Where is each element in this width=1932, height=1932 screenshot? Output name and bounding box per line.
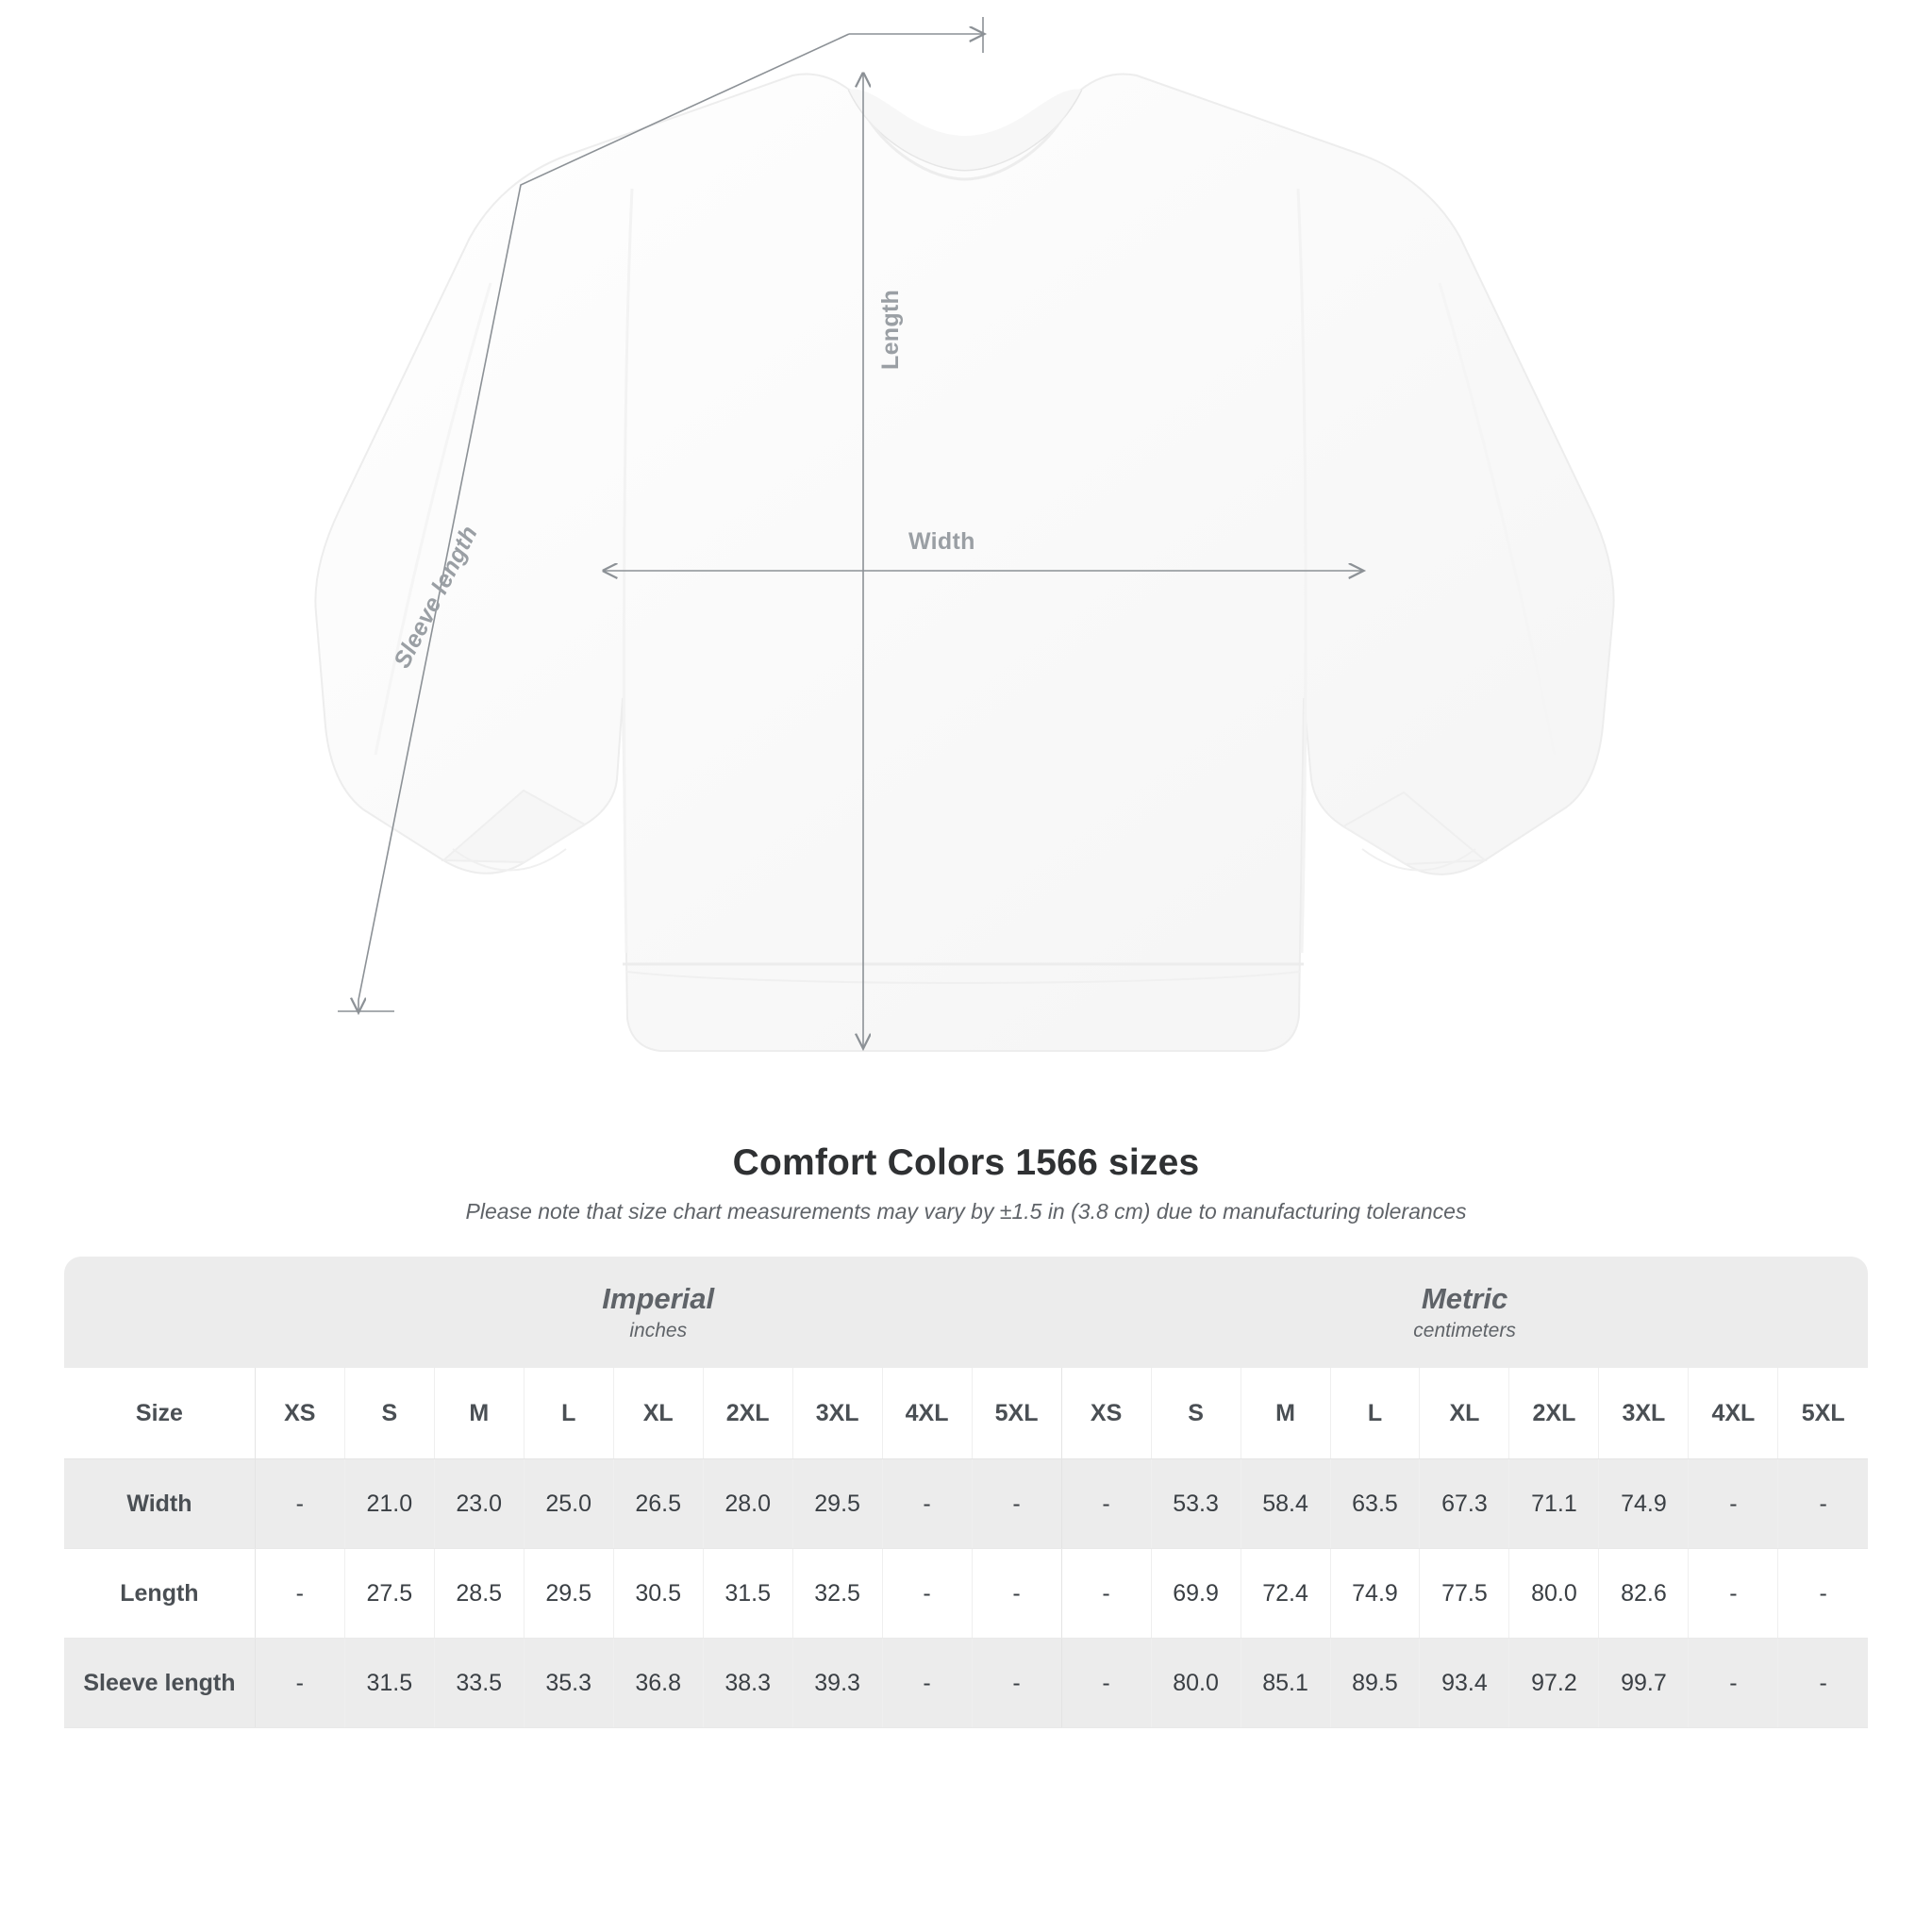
sleeve-length-dimension-label: Sleeve length: [389, 521, 483, 673]
sleeve-metric-xs: -: [1061, 1639, 1151, 1728]
size-header-imperial-5xl: 5XL: [972, 1368, 1061, 1459]
length-imperial-l: 29.5: [524, 1549, 613, 1639]
sleeve-imperial-4xl: -: [882, 1639, 972, 1728]
size-header-metric-5xl: 5XL: [1778, 1368, 1868, 1459]
width-dimension-label: Width: [908, 528, 975, 555]
width-metric-xs: -: [1061, 1459, 1151, 1549]
size-header-metric-xs: XS: [1061, 1368, 1151, 1459]
length-imperial-xs: -: [255, 1549, 344, 1639]
sleeve-imperial-m: 33.5: [434, 1639, 524, 1728]
length-metric-3xl: 82.6: [1599, 1549, 1689, 1639]
sleeve-metric-2xl: 97.2: [1509, 1639, 1599, 1728]
length-metric-s: 69.9: [1151, 1549, 1241, 1639]
length-metric-2xl: 80.0: [1509, 1549, 1599, 1639]
width-imperial-5xl: -: [972, 1459, 1061, 1549]
sleeve-metric-m: 85.1: [1241, 1639, 1330, 1728]
unit-header-row: [64, 1257, 1868, 1368]
sleeve-metric-s: 80.0: [1151, 1639, 1241, 1728]
width-metric-4xl: -: [1689, 1459, 1778, 1549]
size-table-wrapper: [64, 1257, 1868, 1728]
size-header-metric-m: M: [1241, 1368, 1330, 1459]
size-header-imperial-m: M: [434, 1368, 524, 1459]
unit-group-metric: [1061, 1257, 1868, 1368]
length-metric-5xl: -: [1778, 1549, 1868, 1639]
sleeve-metric-xl: 93.4: [1420, 1639, 1509, 1728]
size-header-imperial-l: L: [524, 1368, 613, 1459]
length-imperial-m: 28.5: [434, 1549, 524, 1639]
size-header-imperial-3xl: 3XL: [792, 1368, 882, 1459]
size-header-metric-4xl: 4XL: [1689, 1368, 1778, 1459]
sleeve-imperial-xl: 36.8: [613, 1639, 703, 1728]
unit-group-imperial-name: Imperial: [602, 1282, 715, 1316]
size-header-imperial-2xl: 2XL: [703, 1368, 792, 1459]
length-imperial-2xl: 31.5: [703, 1549, 792, 1639]
sleeve-imperial-l: 35.3: [524, 1639, 613, 1728]
size-header-metric-s: S: [1151, 1368, 1241, 1459]
unit-group-metric-name: Metric: [1421, 1282, 1508, 1316]
size-header-metric-2xl: 2XL: [1509, 1368, 1599, 1459]
size-header-imperial-4xl: 4XL: [882, 1368, 972, 1459]
length-metric-xl: 77.5: [1420, 1549, 1509, 1639]
length-imperial-s: 27.5: [344, 1549, 434, 1639]
chart-title: Comfort Colors 1566 sizes: [732, 1142, 1200, 1183]
unit-group-metric-sub: centimeters: [1413, 1319, 1516, 1341]
length-imperial-xl: 30.5: [613, 1549, 703, 1639]
width-metric-xl: 67.3: [1420, 1459, 1509, 1549]
width-metric-l: 63.5: [1330, 1459, 1420, 1549]
width-imperial-4xl: -: [882, 1459, 972, 1549]
row-label-sleeve-length: Sleeve length: [64, 1639, 255, 1728]
length-metric-xs: -: [1061, 1549, 1151, 1639]
size-header-imperial-xs: XS: [255, 1368, 344, 1459]
sleeve-metric-3xl: 99.7: [1599, 1639, 1689, 1728]
size-header-metric-l: L: [1330, 1368, 1420, 1459]
sleeve-imperial-3xl: 39.3: [792, 1639, 882, 1728]
sleeve-metric-5xl: -: [1778, 1639, 1868, 1728]
length-imperial-4xl: -: [882, 1549, 972, 1639]
chart-note: Please note that size chart measurements may vary by ±1.5 in (3.8 cm) due to manufacturing tolerances: [465, 1199, 1467, 1224]
sleeve-metric-l: 89.5: [1330, 1639, 1420, 1728]
sleeve-imperial-xs: -: [255, 1639, 344, 1728]
unit-header-spacer: [64, 1257, 255, 1368]
width-imperial-xl: 26.5: [613, 1459, 703, 1549]
length-metric-m: 72.4: [1241, 1549, 1330, 1639]
width-metric-m: 58.4: [1241, 1459, 1330, 1549]
length-dimension-label: Length: [877, 289, 904, 370]
width-metric-3xl: 74.9: [1599, 1459, 1689, 1549]
width-imperial-s: 21.0: [344, 1459, 434, 1549]
unit-group-imperial-sub: inches: [629, 1319, 688, 1341]
size-header-metric-xl: XL: [1420, 1368, 1509, 1459]
length-imperial-5xl: -: [972, 1549, 1061, 1639]
sleeve-imperial-5xl: -: [972, 1639, 1061, 1728]
size-header-row: [64, 1368, 1868, 1459]
row-label-length: Length: [64, 1549, 255, 1639]
width-metric-s: 53.3: [1151, 1459, 1241, 1549]
width-metric-5xl: -: [1778, 1459, 1868, 1549]
size-header-metric-3xl: 3XL: [1599, 1368, 1689, 1459]
width-metric-2xl: 71.1: [1509, 1459, 1599, 1549]
row-label-width: Width: [64, 1459, 255, 1549]
width-imperial-2xl: 28.0: [703, 1459, 792, 1549]
width-imperial-m: 23.0: [434, 1459, 524, 1549]
table-row-width: [64, 1459, 1868, 1549]
sleeve-imperial-2xl: 38.3: [703, 1639, 792, 1728]
sleeve-imperial-s: 31.5: [344, 1639, 434, 1728]
length-metric-l: 74.9: [1330, 1549, 1420, 1639]
table-row-length: [64, 1549, 1868, 1639]
width-imperial-xs: -: [255, 1459, 344, 1549]
table-row-sleeve-length: [64, 1639, 1868, 1728]
length-imperial-3xl: 32.5: [792, 1549, 882, 1639]
sweatshirt-shape: [315, 75, 1613, 1051]
width-imperial-3xl: 29.5: [792, 1459, 882, 1549]
title-block: [0, 1142, 1932, 1224]
sleeve-metric-4xl: -: [1689, 1639, 1778, 1728]
length-metric-4xl: -: [1689, 1549, 1778, 1639]
size-header-label: Size: [64, 1368, 255, 1459]
width-imperial-l: 25.0: [524, 1459, 613, 1549]
size-table: [64, 1257, 1868, 1728]
size-header-imperial-s: S: [344, 1368, 434, 1459]
unit-group-imperial: [255, 1257, 1061, 1368]
size-header-imperial-xl: XL: [613, 1368, 703, 1459]
